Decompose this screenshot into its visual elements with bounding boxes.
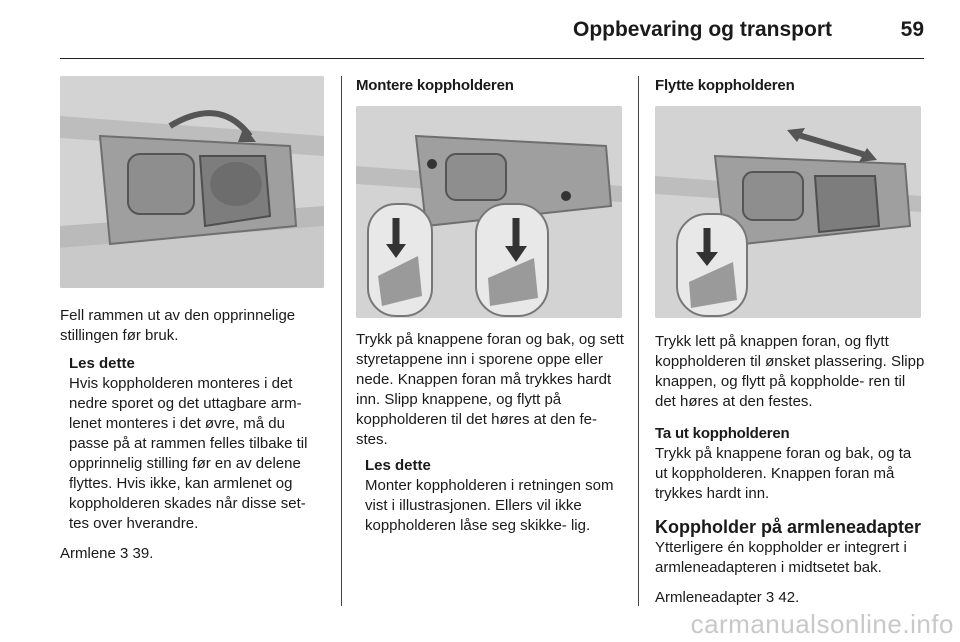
cupholder-move-illustration: [655, 106, 921, 318]
page-header-title: Oppbevaring og transport: [572, 18, 832, 41]
cross-reference-label-2: Armleneadapter: [655, 589, 762, 606]
cross-reference-page: 39.: [132, 545, 154, 562]
page-number: 59: [900, 18, 924, 41]
mount-instructions: Trykk på knappene foran og bak, og sett styretappene inn i sporene oppe eller nede. Knappen foran må trykkes hardt inn. Slipp knappene, og flytt på koppholderen til det høres at den fe- stes.: [356, 331, 624, 448]
cross-reference-armleneadapter[interactable]: [655, 588, 925, 608]
cross-reference-label: Armlene: [60, 545, 116, 562]
section-heading-move: Flytte koppholderen: [655, 77, 795, 94]
armrest-adapter-text: Ytterligere én koppholder er integrert i armleneadapteren i midtsetet bak.: [655, 539, 907, 576]
column-2: [356, 76, 626, 536]
column-1: [60, 76, 326, 564]
remove-instructions: Trykk på knappene foran og bak, og ta ut koppholderen. Knappen foran må trykkes hardt inn.: [655, 445, 912, 502]
subheading-remove: Ta ut koppholderen: [655, 425, 790, 442]
cross-reference-armlene[interactable]: [60, 544, 326, 564]
section-heading-mount: Montere koppholderen: [356, 77, 514, 94]
cupholder-fold-illustration: [60, 76, 324, 288]
note-heading-2: Les dette: [365, 457, 431, 474]
arrow-reference-icon-2: 3: [765, 589, 775, 606]
note-text-2: Monter koppholderen i retningen som vist i illustrasjonen. Ellers vil ikke koppholderen låse seg skikke- lig.: [365, 477, 614, 534]
cross-reference-page-2: 42.: [778, 589, 800, 606]
note-text-1: Hvis koppholderen monteres i det nedre sporet og det uttagbare arm- lenet monteres i det øvre, må du passe på at rammen felles tilbake til opprinnelig stilling før en av delene flyttes. Hvis ikke, kan armlenet og koppholderen skades når disse set- tes over hverandre.: [69, 375, 308, 532]
note-heading-1: Les dette: [69, 355, 135, 372]
column-divider-1: [341, 76, 342, 606]
watermark-url: carmanualsonline.info: [690, 609, 954, 639]
move-instructions: Trykk lett på knappen foran, og flytt koppholderen til ønsket plassering. Slipp knappen, og flytt på koppholde- ren til det høres at den festes.: [655, 333, 925, 410]
cupholder-mount-illustration: [356, 106, 622, 318]
column-divider-2: [638, 76, 639, 606]
section-heading-armrest-adapter: Koppholder på armleneadapter: [655, 517, 922, 537]
arrow-reference-icon: 3: [120, 545, 129, 562]
header-rule: [60, 58, 924, 59]
intro-paragraph: Fell rammen ut av den opprinnelige stillingen før bruk.: [60, 307, 296, 344]
column-3: [655, 76, 925, 608]
